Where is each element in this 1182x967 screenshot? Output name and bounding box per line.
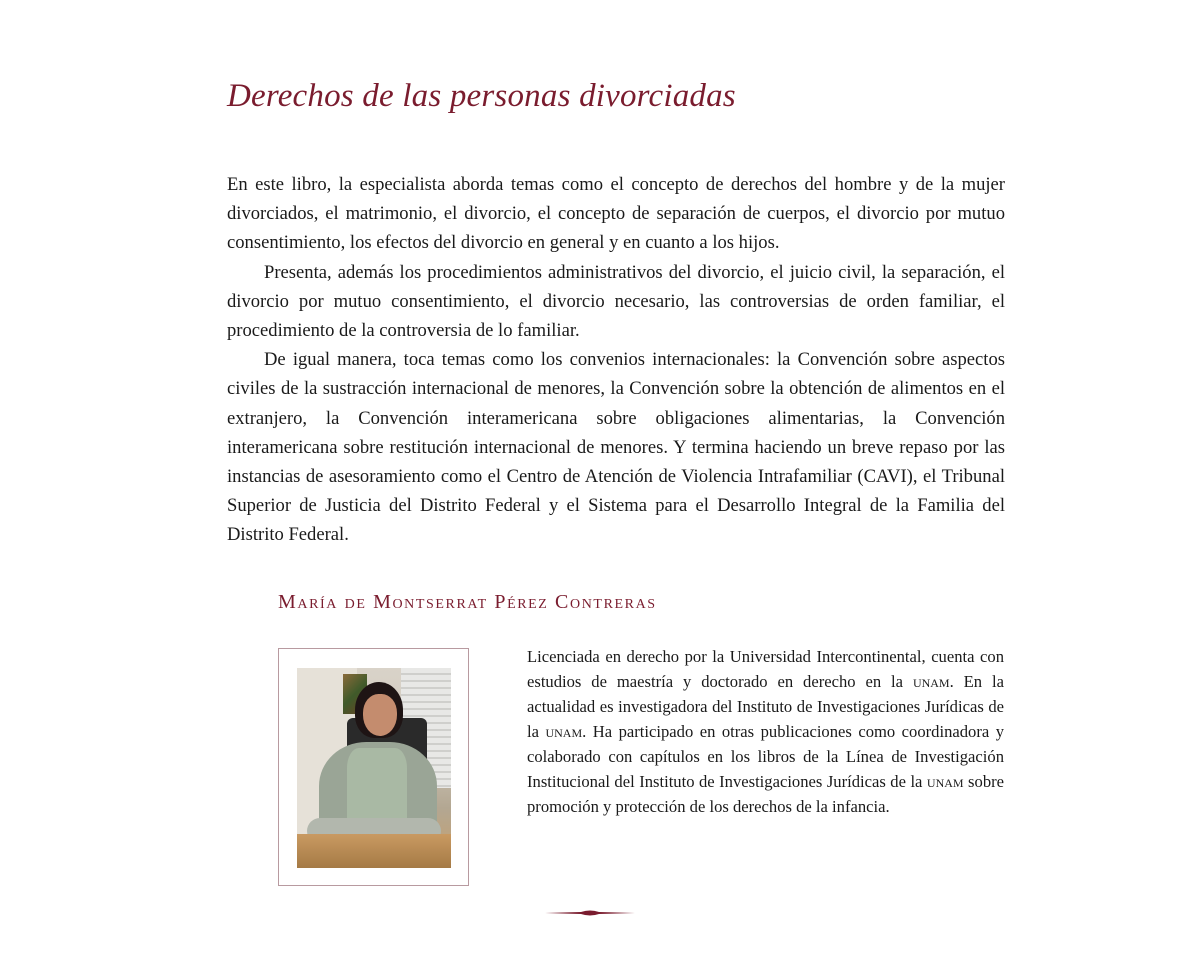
author-bio <box>527 644 1004 819</box>
author-name: María de Montserrat Pérez Contreras <box>278 591 657 613</box>
bio-text: sobre promoción y protección de los derechos de la infancia. <box>527 772 1005 816</box>
unam-abbrev: unam <box>926 772 964 791</box>
paragraph-3: De igual manera, toca temas como los convenios internacionales: la Convención sobre aspectos civiles de la sustracción internacional de menores, la Convención sobre la obtención de alimentos en el extranjero, la Convención interamericana sobre obligaciones alimentarias, la Convención interamericana sobre restitución internacional de menores. Y termina haciendo un breve repaso por las instancias de asesoramiento como el Centro de Atención de Violencia Intrafamiliar (CAVI), el Tribunal Superior de Justicia del Distrito Federal y el Sistema para el Desarrollo Integral de la Familia del Distrito Federal. <box>227 349 1005 546</box>
bio-text: . En la actualidad es investigadora del Instituto de Investigaciones Jurídicas de la <box>527 672 1004 741</box>
author-photo <box>297 668 451 868</box>
bio-text: . Ha participado en otras publicaciones como coordinadora y colaborado con capítulos en los libros de la Línea de Investigación Institucional del Instituto de Investigaciones Jurídicas de la <box>527 722 1004 791</box>
unam-abbrev: unam <box>912 672 950 691</box>
paragraph-2: Presenta, además los procedimientos administrativos del divorcio, el juicio civil, la separación, el divorcio por mutuo consentimiento, el divorcio necesario, las controversias de orden familiar, el procedimiento de la controversia de lo familiar. <box>227 261 1005 342</box>
page-title: Derechos de las personas divorciadas <box>227 78 736 114</box>
author-photo-frame <box>278 648 469 886</box>
unam-abbrev: unam <box>545 722 583 741</box>
paragraph-1: En este libro, la especialista aborda temas como el concepto de derechos del hombre y de la mujer divorciados, el matrimonio, el divorcio, el concepto de separación de cuerpos, el divorcio por mutuo consentimiento, los efectos del divorcio en general y en cuanto a los hijos. <box>227 174 1005 254</box>
book-description <box>227 170 1005 550</box>
divider-ornament-icon <box>545 906 635 920</box>
bio-text: Licenciada en derecho por la Universidad Intercontinental, cuenta con estudios de maestría y doctorado en derecho en la <box>527 647 1004 691</box>
